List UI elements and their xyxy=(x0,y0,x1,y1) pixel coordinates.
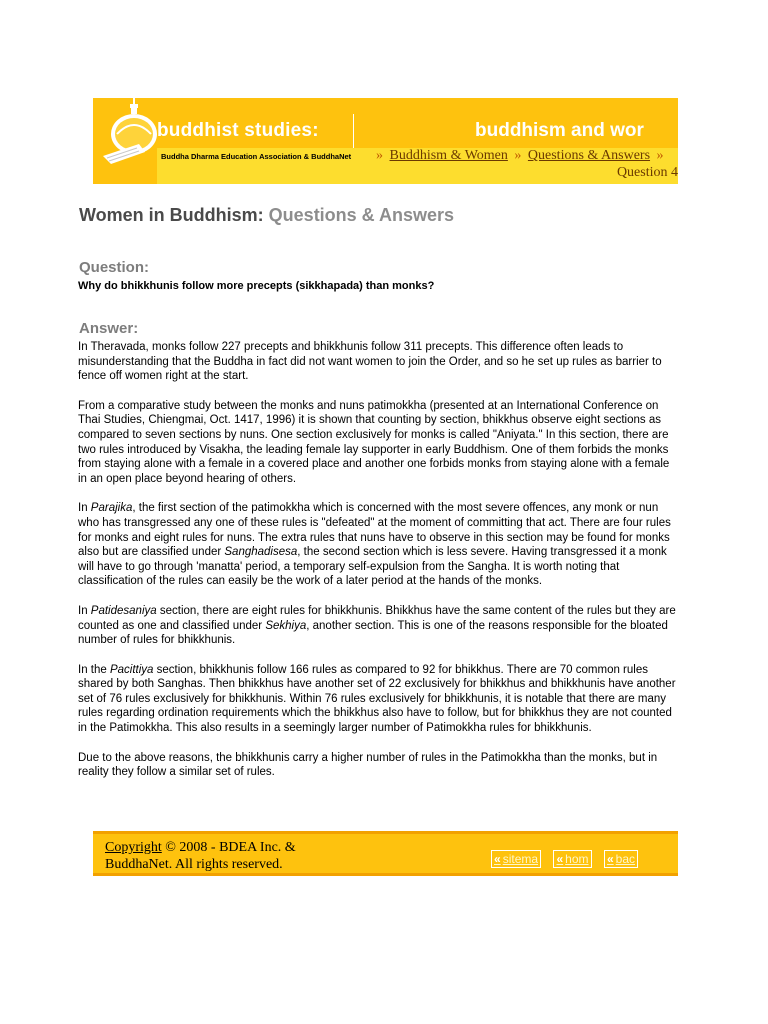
answer-paragraph: From a comparative study between the monks and nuns patimokkha (presented at an International Conference on Thai Studies, Chiengmai, Oct. 1417, 1996) it is shown that counting by section, bhikkhus observe eight sections as compared to seven sections by nuns. One section exclusively for monks is called "Aniyata." In this section, there are two rules introduced by Visakha, the leading female lay supporter in early Buddhism. One of them forbids the monks from staying alone with a female in a covered place and another one forbids monks from staying alone with a female in an open place beyond hearing of others. xyxy=(78,399,670,485)
footer xyxy=(93,831,678,876)
text-run: In the xyxy=(78,663,110,676)
copyright-link[interactable]: Copyright xyxy=(105,840,162,855)
answer-body xyxy=(78,340,678,795)
organization-line: Buddha Dharma Education Association & BuddhaNet xyxy=(161,152,352,161)
page-title-main: Women in Buddhism xyxy=(79,205,258,225)
copyright-text: © 2008 - BDEA Inc. & xyxy=(161,840,296,855)
home-label: hom xyxy=(565,852,589,866)
text-run: , another section. This is one of the reasons responsible for the bloated number of rules for bhikkhunis. xyxy=(78,619,668,647)
footer-nav xyxy=(491,850,646,868)
double-chevron-left-icon: « xyxy=(556,852,564,866)
section-title: buddhism and wor xyxy=(475,120,644,141)
double-chevron-left-icon: « xyxy=(494,852,501,866)
page-title-colon: : xyxy=(257,205,269,225)
term-sekhiya: Sekhiya xyxy=(265,619,307,632)
breadcrumb-current: Question 4 xyxy=(616,165,678,180)
sitemap-label: sitema xyxy=(502,852,539,866)
sitemap-button[interactable] xyxy=(491,850,541,868)
copyright-text-line2: BuddhaNet. All rights reserved. xyxy=(105,857,283,872)
back-label: bac xyxy=(615,852,636,866)
stupa-logo-icon xyxy=(99,98,159,184)
double-chevron-left-icon: « xyxy=(606,852,614,866)
question-text: Why do bhikkhunis follow more precepts (sikkhapada) than monks? xyxy=(78,280,435,292)
term-patidesaniya: Patidesaniya xyxy=(90,604,157,617)
back-button[interactable] xyxy=(604,850,638,868)
question-heading-label: Question xyxy=(79,259,145,276)
text-run: In xyxy=(78,502,91,515)
answer-paragraph xyxy=(78,604,678,648)
answer-paragraph: In Theravada, monks follow 227 precepts and bhikkhunis follow 311 precepts. This difference often leads to misunderstanding that the Buddha in fact did not want women to join the Order, and so he set up rules as barrier to fence off women right at the start. xyxy=(78,341,662,383)
text-run: , the first section of the patimokkha which is concerned with the most severe offences, any monk or nun who has transgressed any one of these rules is "defeated" at the moment of committing that act. There are four rules for monks and eight rules for nuns. The extra rules that nuns have to observe in this section may be found for monks also but are classified under xyxy=(78,502,671,559)
text-run: section, there are eight rules for bhikkhunis. Bhikkhus have the same content of the rules but they are counted as one and classified under xyxy=(78,604,676,632)
text-run: In xyxy=(78,604,91,617)
term-pacittiya: Pacittiya xyxy=(109,663,154,676)
answer-paragraph: Due to the above reasons, the bhikkhunis carry a higher number of rules in the Patimokkha than the monks, but in reality they follow a similar set of rules. xyxy=(78,751,658,779)
answer-paragraph xyxy=(78,501,678,589)
breadcrumb-separator: » xyxy=(376,148,383,163)
breadcrumb-separator: » xyxy=(656,148,664,163)
answer-paragraph xyxy=(78,663,678,736)
home-button[interactable] xyxy=(553,850,591,868)
term-sanghadisesa: Sanghadisesa xyxy=(224,546,298,559)
question-heading xyxy=(79,259,149,276)
answer-heading xyxy=(79,320,138,337)
breadcrumb xyxy=(373,148,667,164)
breadcrumb-buddhism-women-link[interactable]: Buddhism & Women xyxy=(389,148,508,163)
footer-copyright xyxy=(105,839,296,873)
banner-divider xyxy=(353,114,354,152)
page-title-sub: Questions & Answers xyxy=(268,205,455,225)
page-title xyxy=(79,205,454,226)
answer-heading-colon: : xyxy=(133,320,139,337)
header-banner xyxy=(93,98,678,184)
text-run: , the second section which is less severe. Having transgressed it a monk will have to go through 'manatta' period, a temporary self-expulsion from the Sangha. It is worth noting that classification of the rules can easily be the work of a later period at the hands of the monks. xyxy=(78,546,667,588)
breadcrumb-questions-answers-link[interactable]: Questions & Answers xyxy=(527,148,651,163)
text-run: section, bhikkhunis follow 166 rules as compared to 92 for bhikkhus. There are 70 common rules shared by both Sanghas. Then bhikkhus have another set of 22 exclusively for bhikkhus and bhikkhunis have another set of 76 rules exclusively for bhikkhunis. Within 76 rules exclusively for bhikkhunis, it is notable that there are many rules regarding ordination requirements which the bhikkhus also have to follow, but for bhikkhus they are not counted in the Patimokkha. This also results in a seemingly larger number of Patimokkha rules for bhikkhunis. xyxy=(78,663,676,735)
term-parajika: Parajika xyxy=(90,502,133,515)
question-heading-colon: : xyxy=(144,259,150,276)
breadcrumb-separator: » xyxy=(514,148,522,163)
answer-heading-label: Answer xyxy=(79,320,134,337)
site-title: buddhist studies: xyxy=(157,120,319,141)
